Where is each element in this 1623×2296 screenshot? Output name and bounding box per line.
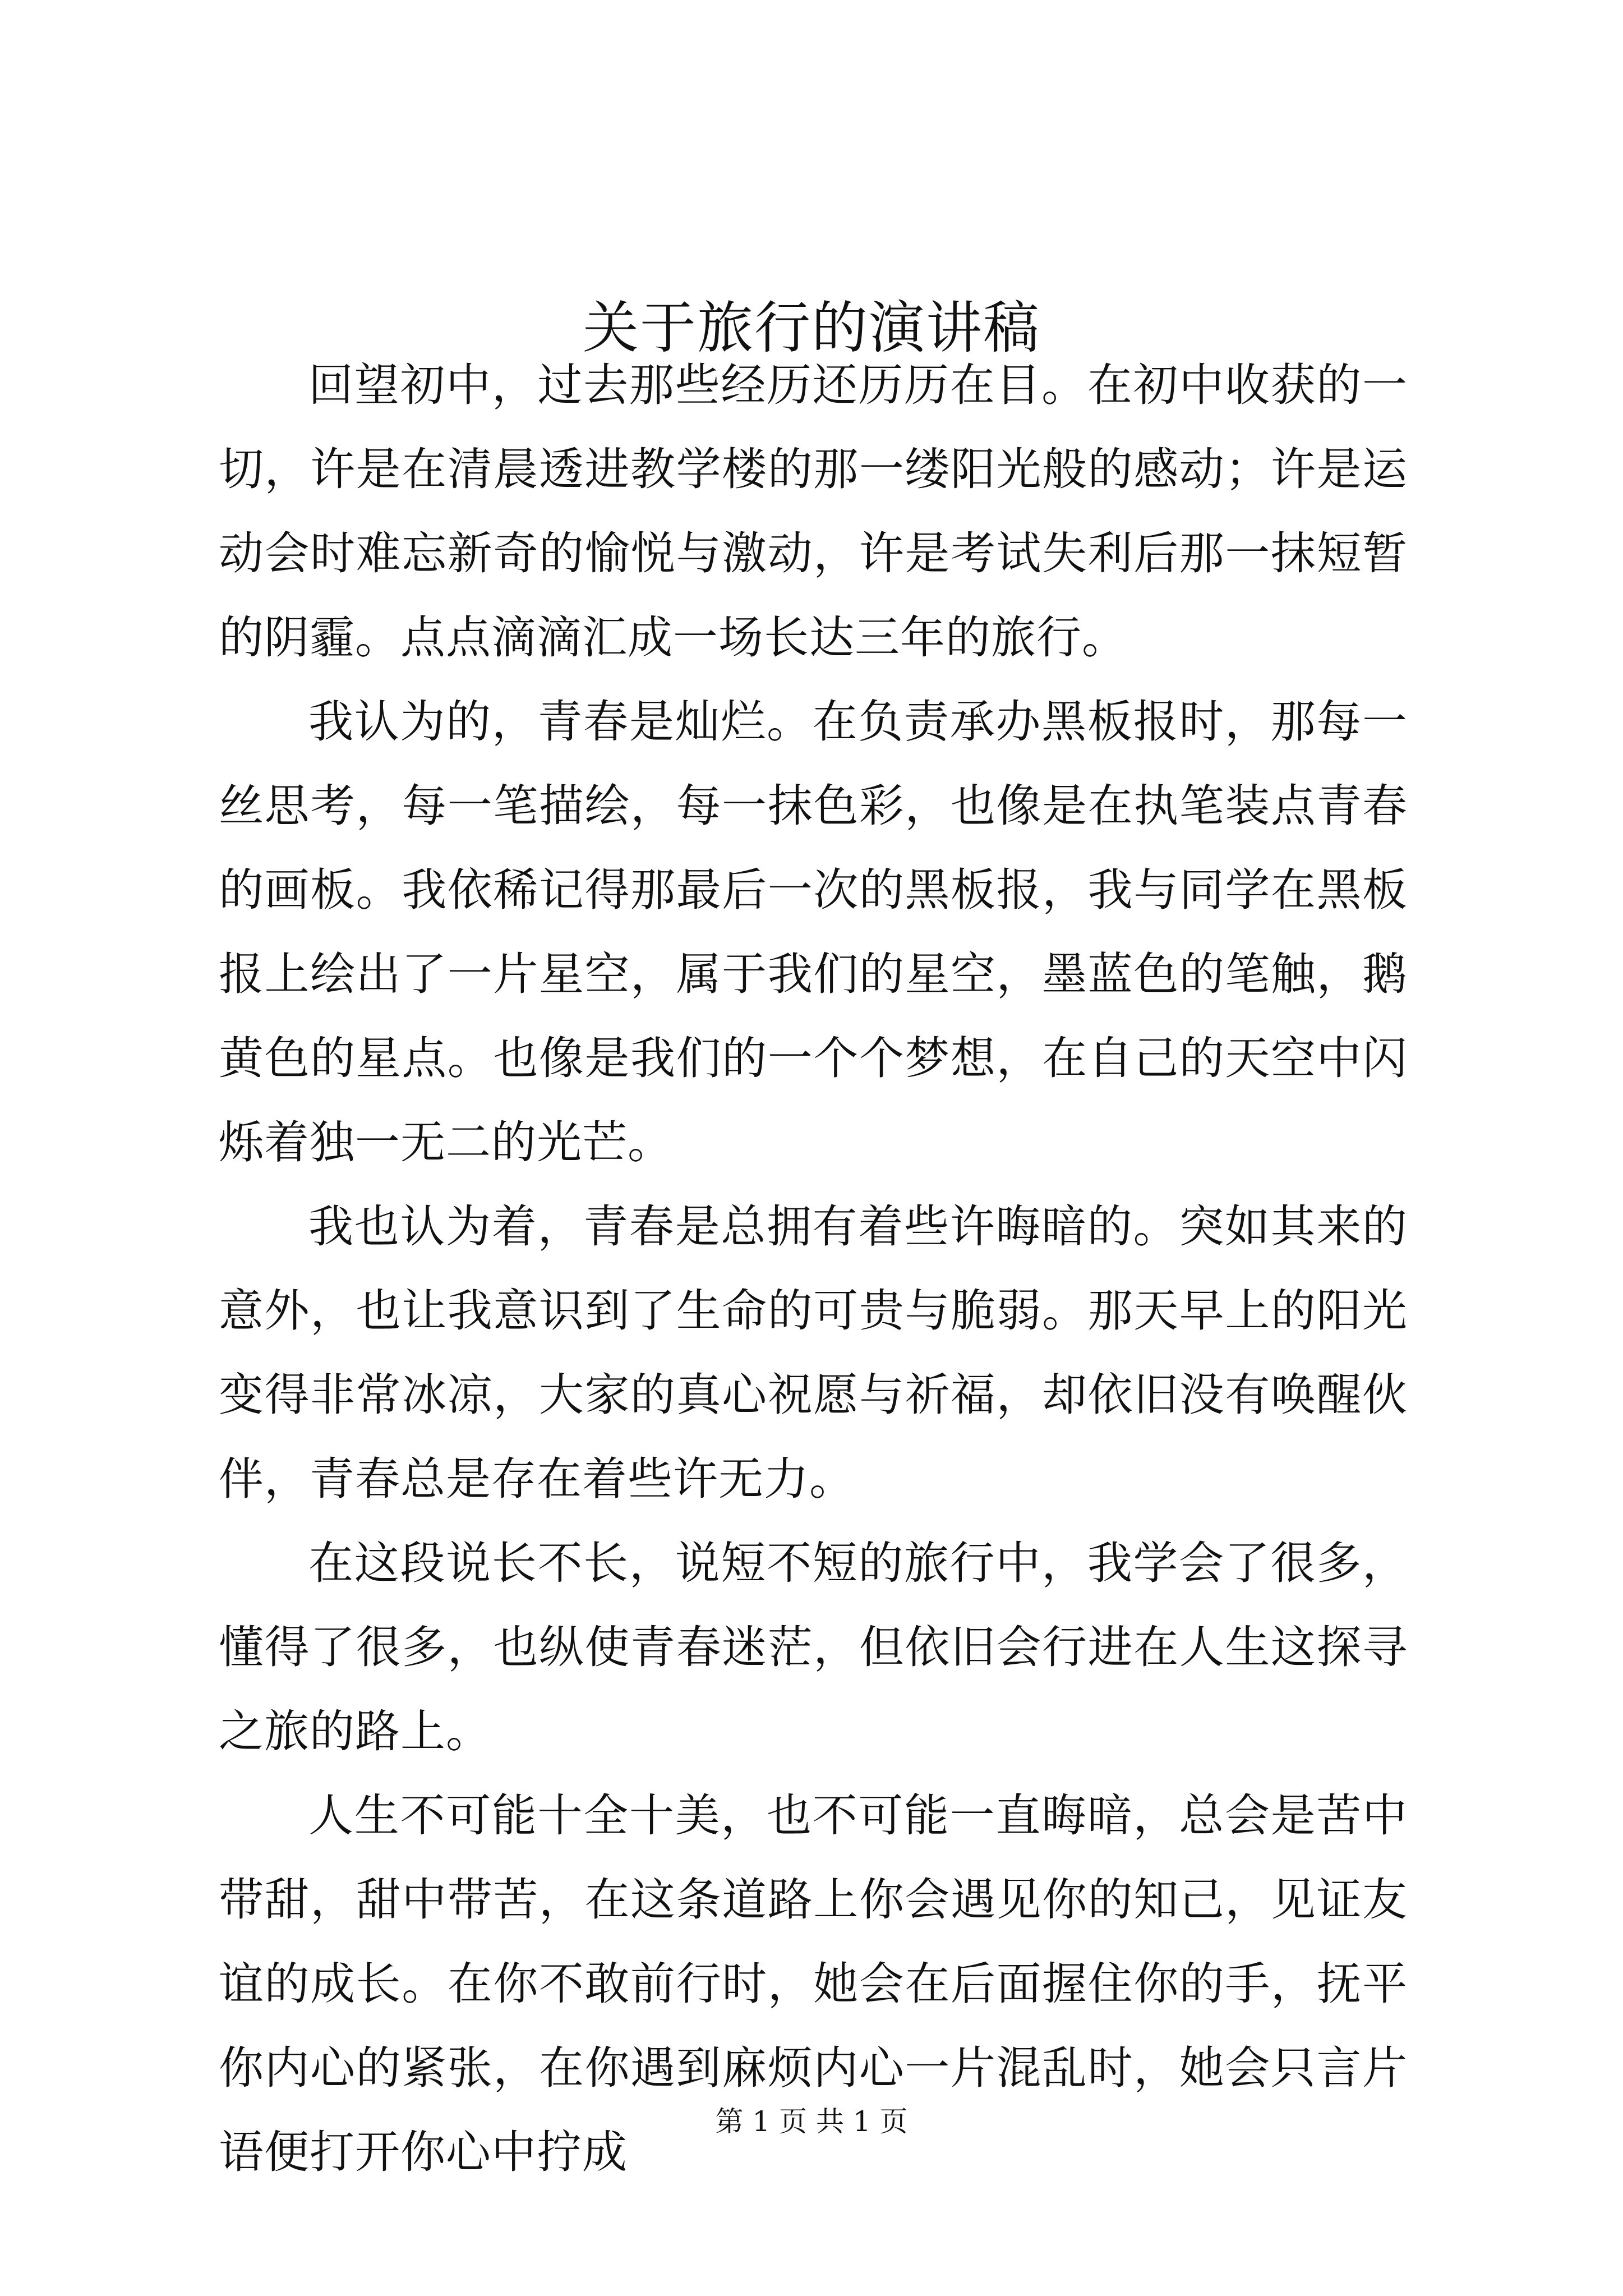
paragraph-2: 我认为的，青春是灿烂。在负责承办黑板报时，那每一丝思考，每一笔描绘，每一抹色彩，也像是在执笔装点青春的画板。我依稀记得那最后一次的黑板报，我与同学在黑板报上绘出了一片星空，属于我们的星空，墨蓝色的笔触，鹅黄色的星点。也像是我们的一个个梦想，在自己的天空中闪烁着独一无二的光芒。	[219, 696, 1408, 1168]
page-footer: 第 1 页 共 1 页	[715, 2105, 908, 2138]
paragraph-5: 人生不可能十全十美，也不可能一直晦暗，总会是苦中带甜，甜中带苦，在这条道路上你会遇见你的知己，见证友谊的成长。在你不敢前行时，她会在后面握住你的手，抚平你内心的紧张，在你遇到麻烦内心一片混乱时，她会只言片语便打开你心中拧成	[219, 1789, 1408, 2178]
paragraph-4: 在这段说长不长，说短不短的旅行中，我学会了很多，懂得了很多，也纵使青春迷茫，但依旧会行进在人生这探寻之旅的路上。	[219, 1537, 1408, 1757]
paragraph-1: 回望初中，过去那些经历还历历在目。在初中收获的一切，许是在清晨透进教学楼的那一缕阳光般的感动；许是运动会时难忘新奇的愉悦与激动，许是考试失利后那一抹短暂的阴霾。点点滴滴汇成一场长达三年的旅行。	[219, 359, 1408, 664]
document-title: 关于旅行的演讲稿	[583, 295, 1040, 361]
paragraph-3: 我也认为着，青春是总拥有着些许晦暗的。突如其来的意外，也让我意识到了生命的可贵与脆弱。那天早上的阳光变得非常冰凉，大家的真心祝愿与祈福，却依旧没有唤醒伙伴，青春总是存在着些许无力。	[219, 1200, 1408, 1505]
document-body	[219, 343, 1408, 2194]
